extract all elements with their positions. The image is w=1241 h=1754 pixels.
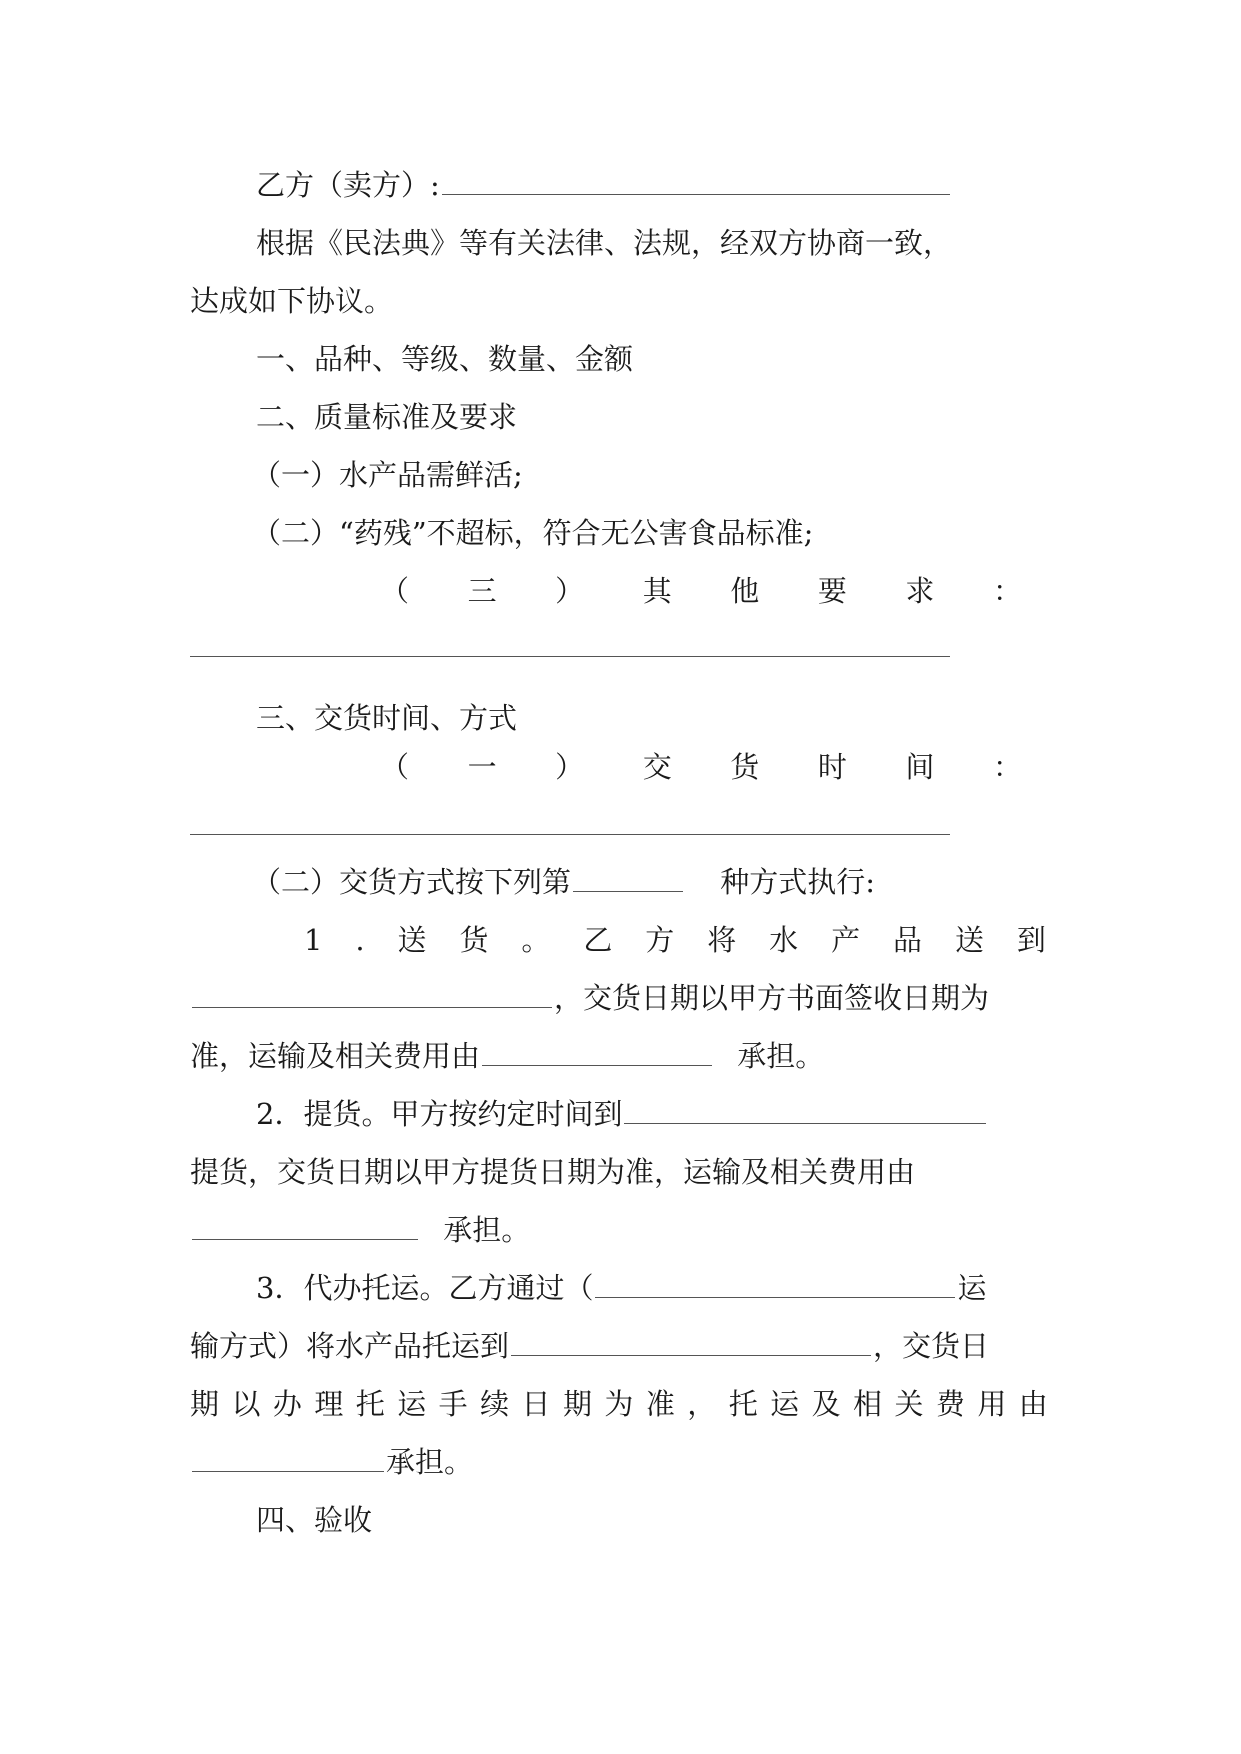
- option-2-line-3: [190, 1208, 1050, 1252]
- option-3-line-4: [190, 1440, 1050, 1484]
- other-requirements-blank: [190, 656, 950, 657]
- option-2-line-1: [190, 1092, 1050, 1136]
- section-4-heading: 四、验收: [256, 1503, 373, 1537]
- char: .: [355, 923, 365, 957]
- option-2-line-2: 提货，交货日期以甲方提货日期为准，运输及相关费用由: [190, 1155, 916, 1189]
- option-3-text-1: 3．代办托运。乙方通过（: [256, 1271, 594, 1305]
- char: （: [380, 750, 410, 784]
- intro-line-2: 达成如下协议。: [190, 284, 394, 318]
- char: 到: [1016, 923, 1046, 957]
- char: 关: [894, 1387, 924, 1421]
- char: 间: [905, 750, 935, 784]
- delivery-time-blank: [190, 834, 950, 835]
- char: 送: [397, 923, 427, 957]
- char: 1: [304, 923, 323, 957]
- option-3-line-3: [190, 1382, 1048, 1426]
- char: 三: [467, 574, 497, 608]
- char: 以: [231, 1387, 261, 1421]
- section-1-heading: 一、品种、等级、数量、金额: [256, 342, 634, 376]
- delivery-method-suffix: 种方式执行:: [720, 865, 876, 899]
- option-2-cost-blank: [192, 1209, 418, 1240]
- char: ，: [687, 1387, 717, 1421]
- intro-line-1: 根据《民法典》等有关法律、法规，经双方协商一致，: [256, 226, 953, 260]
- option-3-text-2: 运: [957, 1271, 987, 1305]
- char: 水: [769, 923, 799, 957]
- char: 其: [642, 574, 672, 608]
- char: 手: [438, 1387, 468, 1421]
- char: ）: [555, 574, 585, 608]
- char: 运: [397, 1387, 427, 1421]
- consign-destination-blank: [511, 1325, 871, 1356]
- pickup-location-blank: [624, 1093, 986, 1124]
- delivery-destination-blank: [192, 977, 552, 1008]
- char: 及: [811, 1387, 841, 1421]
- section-2-heading: 二、质量标准及要求: [256, 400, 518, 434]
- option-3-text-5: 承担。: [386, 1445, 474, 1479]
- char: 由: [1018, 1387, 1048, 1421]
- option-3-text-3: 输方式）将水产品托运到: [190, 1329, 510, 1363]
- char: 期: [190, 1387, 220, 1421]
- char: 交: [642, 750, 672, 784]
- option-3-text-4: ，交货日: [873, 1329, 990, 1363]
- option-1-text-4: 承担。: [737, 1039, 825, 1073]
- option-1-line-2: [190, 976, 1050, 1020]
- char: 费: [935, 1387, 965, 1421]
- char: 时: [817, 750, 847, 784]
- transport-method-blank: [595, 1267, 955, 1298]
- char: 送: [954, 923, 984, 957]
- section-2-item-1: （一）水产品需鲜活;: [252, 458, 523, 492]
- char: 求: [905, 574, 935, 608]
- char: 要: [817, 574, 847, 608]
- char: 。: [521, 923, 551, 957]
- char: 运: [770, 1387, 800, 1421]
- char: 期: [562, 1387, 592, 1421]
- section-3-item-2: [190, 860, 1050, 904]
- option-1-line-3: [190, 1034, 1050, 1078]
- delivery-method-label: （二）交货方式按下列第: [252, 865, 572, 899]
- char: 为: [604, 1387, 634, 1421]
- char: 日: [521, 1387, 551, 1421]
- option-2-text-3: 承担。: [443, 1213, 531, 1247]
- section-2-item-3: [380, 569, 1022, 613]
- char: 乙: [583, 923, 613, 957]
- section-3-heading: 三、交货时间、方式: [256, 701, 518, 735]
- option-3-line-2: [190, 1324, 1050, 1368]
- char: 办: [272, 1387, 302, 1421]
- char: 准: [645, 1387, 675, 1421]
- section-3-item-1: [380, 745, 1022, 789]
- option-1-line-1: [304, 918, 1046, 962]
- option-3-line-1: [190, 1266, 1050, 1310]
- option-1-text-2: ，交货日期以甲方书面签收日期为: [554, 981, 990, 1015]
- option-1-text-3: 准，运输及相关费用由: [190, 1039, 481, 1073]
- char: 续: [480, 1387, 510, 1421]
- party-b-line: [190, 163, 1050, 207]
- char: 货: [730, 750, 760, 784]
- char: （: [380, 574, 410, 608]
- char: 托: [728, 1387, 758, 1421]
- party-b-label: 乙方（卖方）:: [256, 168, 440, 202]
- char: 品: [893, 923, 923, 957]
- option-1-cost-blank: [482, 1035, 712, 1066]
- char: 方: [645, 923, 675, 957]
- option-3-cost-blank: [192, 1441, 384, 1472]
- char: 货: [459, 923, 489, 957]
- delivery-method-blank: [573, 861, 683, 892]
- char: 将: [707, 923, 737, 957]
- option-2-text-1: 2．提货。甲方按约定时间到: [256, 1097, 623, 1131]
- char: 一: [467, 750, 497, 784]
- char: 理: [314, 1387, 344, 1421]
- char: ：: [992, 750, 1022, 784]
- char: 产: [831, 923, 861, 957]
- char: 用: [977, 1387, 1007, 1421]
- char: ）: [555, 750, 585, 784]
- char: ：: [992, 574, 1022, 608]
- section-2-item-2: （二）“药残”不超标，符合无公害食品标准;: [252, 516, 814, 550]
- party-b-blank: [442, 164, 950, 195]
- char: 相: [853, 1387, 883, 1421]
- char: 他: [730, 574, 760, 608]
- char: 托: [355, 1387, 385, 1421]
